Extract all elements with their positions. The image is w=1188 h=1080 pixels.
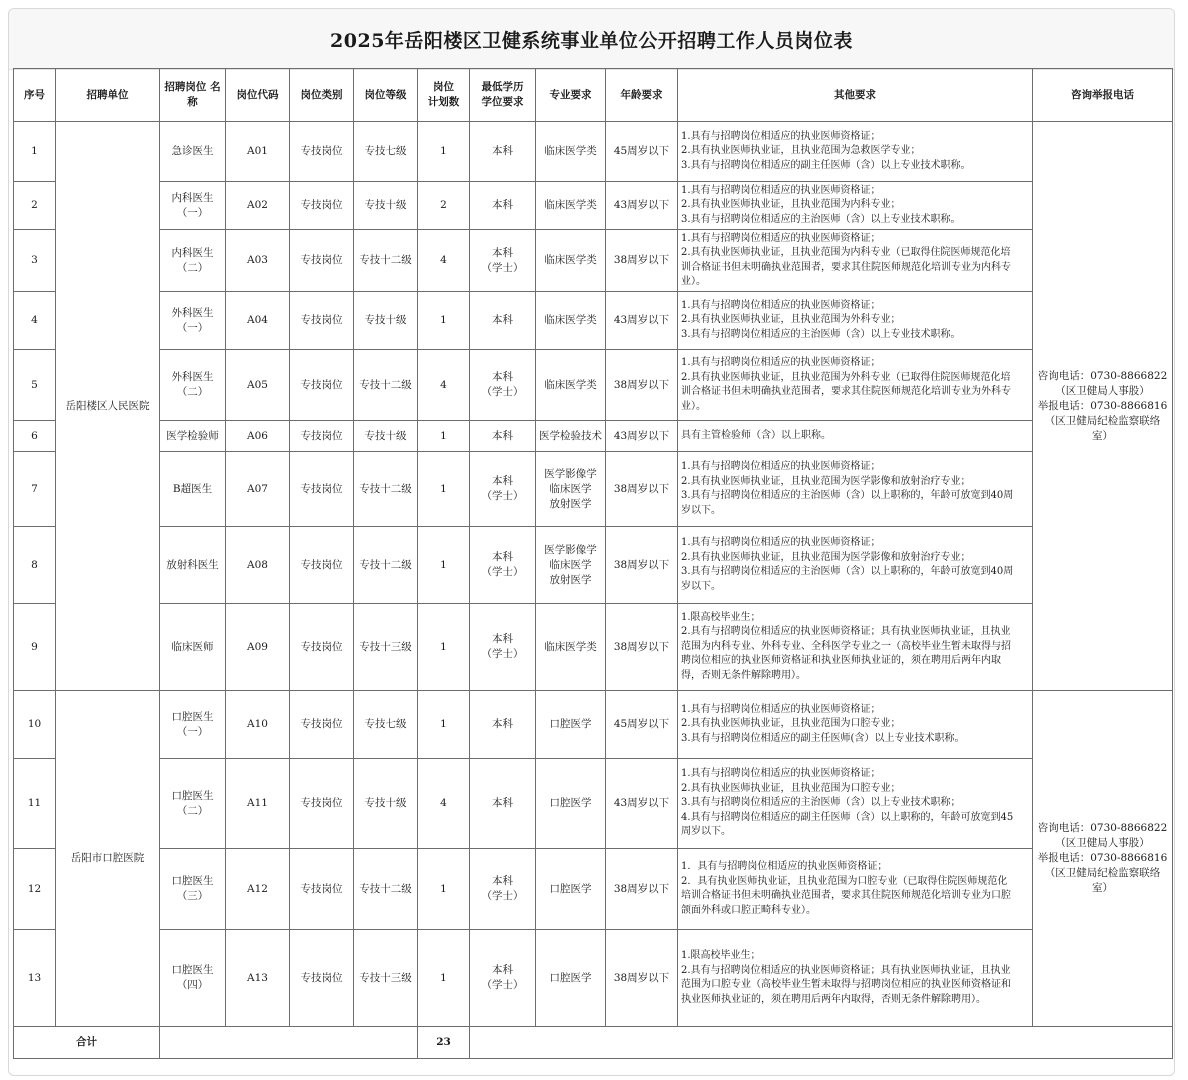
code-cell: A06: [226, 421, 290, 452]
post-cell-line: （一）: [176, 206, 209, 219]
edu-cell-line: 本科: [492, 718, 513, 730]
major-cell-line: 医学影像学: [544, 543, 597, 556]
edu-cell-line: （学士）: [481, 566, 524, 578]
post-cell-line: （一）: [176, 321, 209, 334]
category-cell: 专技岗位: [290, 230, 354, 292]
contact-cell-line: 咨询电话：0730-8866822: [1037, 369, 1168, 382]
post-cell-line: 医学检验师: [166, 429, 219, 442]
category-cell: 专技岗位: [290, 350, 354, 421]
plan-cell: 2: [418, 182, 470, 230]
major-cell-line: 临床医学: [549, 558, 592, 571]
age-cell: 43周岁以下: [606, 182, 678, 230]
category-cell: 专技岗位: [290, 930, 354, 1027]
grade-cell: 专技十三级: [354, 930, 418, 1027]
requirements-cell-line: 2.具有执业医师执业证，且执业范围为外科专业；: [681, 314, 901, 326]
code-cell: A12: [226, 849, 290, 930]
requirements-cell-line: 业）。: [681, 276, 706, 287]
category-cell: 专技岗位: [290, 759, 354, 849]
post-cell: [160, 122, 226, 182]
requirements-cell-line: 1.具有与招聘岗位相适应的执业医师资格证；: [681, 299, 881, 311]
requirements-cell-line: 1.限高校毕业生；: [681, 611, 761, 623]
category-cell: 专技岗位: [290, 691, 354, 759]
category-cell: 专技岗位: [290, 122, 354, 182]
requirements-cell-line: 范围为内科专业、外科专业、全科医学专业之一（高校毕业生暂未取得与招: [681, 640, 1011, 652]
post-cell-line: （一）: [176, 725, 209, 738]
post-cell-line: 内科医生: [171, 246, 214, 259]
edu-cell-line: 本科: [492, 797, 513, 809]
code-cell: A08: [226, 527, 290, 604]
total-label: 合计: [14, 1027, 160, 1059]
post-cell-line: 急诊医生: [171, 145, 214, 157]
requirements-cell-line: 1.具有与招聘岗位相适应的执业医师资格证；: [681, 537, 881, 548]
edu-cell-line: （学士）: [481, 979, 524, 991]
major-cell: [536, 691, 606, 759]
title-bar: [9, 9, 1174, 70]
requirements-cell: [678, 452, 1033, 527]
seq-cell: 6: [14, 421, 56, 452]
table-row: [14, 759, 1173, 849]
edu-cell: [470, 452, 536, 527]
age-cell: 43周岁以下: [606, 759, 678, 849]
seq-cell: 12: [14, 849, 56, 930]
post-cell: [160, 930, 226, 1027]
header-category: 岗位类别: [290, 69, 354, 122]
major-cell-line: 医学影像学: [544, 467, 597, 480]
requirements-cell-line: 培训合格证书但未明确执业范围者，要求其住院医师规范化培训专业为口腔: [681, 890, 1011, 901]
requirements-cell: [678, 421, 1033, 452]
major-cell-line: 口腔医学: [549, 797, 592, 809]
major-cell: [536, 292, 606, 350]
major-cell-line: 临床医学: [549, 482, 592, 495]
grade-cell: 专技十三级: [354, 604, 418, 691]
requirements-cell-line: 4.具有与招聘岗位相适应的副主任医师（含）以上职称的，年龄可放宽到45: [681, 811, 1014, 823]
requirements-cell-line: 1.具有与招聘岗位相适应的执业医师资格证；: [681, 461, 881, 472]
code-cell: A01: [226, 122, 290, 182]
category-cell: 专技岗位: [290, 421, 354, 452]
grade-cell: 专技十二级: [354, 452, 418, 527]
post-cell-line: 口腔医生: [171, 789, 214, 802]
post-cell: [160, 350, 226, 421]
requirements-cell-line: 2.具有执业医师执业证，且执业范围为内科专业（已取得住院医师规范化培: [681, 247, 1011, 258]
table-row: [14, 421, 1173, 452]
edu-cell: [470, 421, 536, 452]
seq-cell: 4: [14, 292, 56, 350]
major-cell-line: 临床医学类: [544, 314, 597, 326]
table-row: [14, 230, 1173, 292]
requirements-cell-line: 范围为口腔专业（高校毕业生暂未取得与招聘岗位相应的执业医师资格证和: [681, 979, 1011, 990]
requirements-cell-line: 2.具有执业医师执业证，且执业范围为急救医学专业；: [681, 145, 921, 157]
grade-cell: 专技七级: [354, 691, 418, 759]
requirements-cell: [678, 930, 1033, 1027]
document-frame: [8, 8, 1175, 1076]
requirements-cell: [678, 350, 1033, 421]
code-cell: A05: [226, 350, 290, 421]
major-cell-line: 临床医学类: [544, 254, 597, 266]
edu-cell: [470, 350, 536, 421]
post-cell: [160, 691, 226, 759]
requirements-cell-line: 业）。: [681, 400, 706, 412]
edu-cell-line: （学士）: [481, 386, 524, 398]
requirements-cell-line: 1.具有与招聘岗位相适应的执业医师资格证；: [681, 357, 881, 368]
contact-cell: [1033, 691, 1173, 1027]
table-row: [14, 604, 1173, 691]
requirements-cell-line: 1.具有与招聘岗位相适应的执业医师资格证；: [681, 768, 881, 780]
header-code: 岗位代码: [226, 69, 290, 122]
edu-cell-line: 本科: [492, 199, 513, 211]
major-cell: [536, 182, 606, 230]
edu-cell-line: 本科: [492, 875, 513, 887]
requirements-cell-line: 得，否则无条件解除聘用）。: [681, 669, 806, 681]
table-row: [14, 350, 1173, 421]
requirements-cell-line: 2.具有执业医师执业证，且执业范围为医学影像和放射治疗专业；: [681, 475, 971, 487]
major-cell: [536, 849, 606, 930]
grade-cell: 专技十二级: [354, 350, 418, 421]
post-cell-line: （四）: [176, 979, 209, 991]
contact-cell-line: （区卫健局人事股）: [1055, 837, 1150, 849]
post-cell-line: 放射科医生: [166, 558, 219, 571]
post-cell: [160, 421, 226, 452]
age-cell: 45周岁以下: [606, 691, 678, 759]
code-cell: A10: [226, 691, 290, 759]
post-cell: [160, 527, 226, 604]
requirements-cell-line: 岁以下。: [681, 580, 721, 592]
major-cell-line: 口腔医学: [549, 971, 592, 984]
table-row: [14, 452, 1173, 527]
age-cell: 45周岁以下: [606, 122, 678, 182]
requirements-cell-line: 2.具有执业医师执业证，且执业范围为口腔专业；: [681, 718, 901, 730]
grade-cell: 专技七级: [354, 122, 418, 182]
requirements-cell-line: 1．具有与招聘岗位相适应的执业医师资格证；: [681, 861, 888, 872]
requirements-cell: [678, 604, 1033, 691]
header-age: 年龄要求: [606, 69, 678, 122]
seq-cell: 2: [14, 182, 56, 230]
requirements-cell-line: 周岁以下。: [681, 826, 731, 838]
edu-cell-line: （学士）: [481, 261, 524, 274]
requirements-cell-line: 1.具有与招聘岗位相适应的执业医师资格证；: [681, 184, 881, 196]
requirements-cell: [678, 230, 1033, 292]
edu-cell: [470, 527, 536, 604]
header-edu: 最低学历 学位要求: [470, 69, 536, 122]
seq-cell: 11: [14, 759, 56, 849]
contact-cell: [1033, 122, 1173, 691]
contact-cell-line: 室）: [1092, 429, 1113, 442]
requirements-cell-line: 1.具有与招聘岗位相适应的执业医师资格证；: [681, 130, 881, 142]
age-cell: 38周岁以下: [606, 604, 678, 691]
age-cell: 38周岁以下: [606, 527, 678, 604]
table-row: [14, 122, 1173, 182]
unit-cell: 岳阳楼区人民医院: [56, 122, 160, 691]
table-row: [14, 182, 1173, 230]
major-cell-line: 临床医学类: [544, 378, 597, 391]
major-cell: [536, 452, 606, 527]
total-empty-cell: [160, 1027, 418, 1059]
requirements-cell-line: 2．具有执业医师执业证，且执业范围为口腔专业（已取得住院医师规范化: [681, 875, 1008, 887]
requirements-cell-line: 聘岗位相应的执业医师资格证和执业医师执业证的，须在聘用后两年内取: [681, 655, 1001, 667]
edu-cell: [470, 930, 536, 1027]
post-cell-line: 外科医生: [171, 371, 214, 383]
major-cell-line: 放射医学: [549, 497, 592, 510]
grade-cell: 专技十级: [354, 759, 418, 849]
post-cell-line: （三）: [176, 890, 209, 902]
code-cell: A02: [226, 182, 290, 230]
header-major: 专业要求: [536, 69, 606, 122]
contact-cell-line: 举报电话：0730-8866816: [1037, 852, 1168, 864]
edu-cell: [470, 691, 536, 759]
major-cell-line: 医学检验技术: [539, 429, 602, 442]
code-cell: A11: [226, 759, 290, 849]
requirements-cell-line: 1.限高校毕业生；: [681, 950, 761, 961]
requirements-cell-line: 3.具有与招聘岗位相适应的主治医师（含）以上职称的，年龄可放宽到40周: [681, 490, 1014, 501]
requirements-cell-line: 2.具有与招聘岗位相适应的执业医师资格证；具有执业医师执业证，且执业: [681, 626, 1011, 638]
header-other: 其他要求: [678, 69, 1033, 122]
seq-cell: 8: [14, 527, 56, 604]
code-cell: A09: [226, 604, 290, 691]
age-cell: 38周岁以下: [606, 452, 678, 527]
requirements-cell-line: 执业医师执业证的，须在聘用后两年内取得，否则无条件解除聘用）。: [681, 993, 986, 1005]
major-cell-line: 口腔医学: [549, 882, 592, 895]
plan-cell: 1: [418, 452, 470, 527]
category-cell: 专技岗位: [290, 527, 354, 604]
seq-cell: 3: [14, 230, 56, 292]
header-row: [14, 69, 1173, 122]
table-row: [14, 292, 1173, 350]
seq-cell: 5: [14, 350, 56, 421]
major-cell-line: 临床医学类: [544, 145, 597, 157]
requirements-cell-line: 3.具有与招聘岗位相适应的主治医师（含）以上职称的，年龄可放宽到40周: [681, 566, 1014, 577]
requirements-cell-line: 3.具有与招聘岗位相适应的副主任医师（含）以上专业技术职称。: [681, 159, 971, 171]
requirements-cell-line: 3.具有与招聘岗位相适应的主治医师（含）以上专业技术职称。: [681, 213, 961, 225]
post-cell: [160, 292, 226, 350]
post-cell: [160, 230, 226, 292]
age-cell: 38周岁以下: [606, 230, 678, 292]
edu-cell-line: 本科: [492, 145, 513, 157]
code-cell: A13: [226, 930, 290, 1027]
edu-cell: [470, 604, 536, 691]
category-cell: 专技岗位: [290, 452, 354, 527]
post-cell: [160, 452, 226, 527]
post-cell-line: 临床医师: [171, 640, 214, 653]
code-cell: A07: [226, 452, 290, 527]
table-row: [14, 849, 1173, 930]
major-cell-line: 临床医学类: [544, 199, 597, 211]
age-cell: 43周岁以下: [606, 421, 678, 452]
requirements-cell-line: 岁以下。: [681, 504, 721, 516]
edu-cell: [470, 292, 536, 350]
major-cell: [536, 230, 606, 292]
grade-cell: 专技十级: [354, 292, 418, 350]
header-seq: 序号: [14, 69, 56, 122]
requirements-cell-line: 3.具有与招聘岗位相适应的副主任医师(含）以上专业技术职称。: [681, 732, 965, 744]
major-cell: [536, 604, 606, 691]
edu-cell-line: （学士）: [481, 648, 524, 660]
plan-cell: 1: [418, 122, 470, 182]
grade-cell: 专技十二级: [354, 230, 418, 292]
major-cell-line: 口腔医学: [549, 718, 592, 730]
requirements-cell-line: 3.具有与招聘岗位相适应的主治医师（含）以上专业技术职称；: [681, 797, 961, 809]
major-cell-line: 放射医学: [549, 573, 592, 586]
post-cell: [160, 182, 226, 230]
category-cell: 专技岗位: [290, 292, 354, 350]
seq-cell: 1: [14, 122, 56, 182]
major-cell-line: 临床医学类: [544, 640, 597, 653]
requirements-cell-line: 2.具有执业医师执业证，且执业范围为口腔专业；: [681, 782, 901, 794]
post-cell-line: 口腔医生: [171, 964, 214, 976]
grade-cell: 专技十级: [354, 421, 418, 452]
post-cell-line: B超医生: [172, 482, 213, 495]
edu-cell-line: 本科: [492, 314, 513, 326]
header-phone: 咨询举报电话: [1033, 69, 1173, 122]
edu-cell: [470, 230, 536, 292]
requirements-cell-line: 2.具有与招聘岗位相适应的执业医师资格证；具有执业医师执业证，且执业: [681, 964, 1011, 976]
edu-cell: [470, 849, 536, 930]
plan-cell: 1: [418, 292, 470, 350]
requirements-cell-line: 2.具有执业医师执业证，且执业范围为内科专业；: [681, 199, 901, 211]
contact-cell-line: 室）: [1092, 882, 1113, 894]
edu-cell-line: 本科: [492, 246, 513, 259]
post-cell-line: （二）: [176, 386, 209, 398]
contact-cell-line: （区卫健局纪检监察联络: [1044, 414, 1161, 427]
contact-cell-line: 咨询电话：0730-8866822: [1037, 822, 1168, 834]
plan-cell: 1: [418, 421, 470, 452]
plan-cell: 1: [418, 930, 470, 1027]
plan-cell: 4: [418, 759, 470, 849]
edu-cell: [470, 759, 536, 849]
recruitment-table: [13, 68, 1173, 1059]
age-cell: 38周岁以下: [606, 849, 678, 930]
edu-cell-line: 本科: [492, 964, 513, 976]
edu-cell-line: 本科: [492, 429, 513, 442]
requirements-cell-line: 3.具有与招聘岗位相适应的主治医师（含）以上专业技术职称。: [681, 328, 961, 340]
unit-cell: 岳阳市口腔医院: [56, 691, 160, 1027]
table-row: [14, 930, 1173, 1027]
seq-cell: 9: [14, 604, 56, 691]
age-cell: 38周岁以下: [606, 350, 678, 421]
requirements-cell-line: 训合格证书但未明确执业范围者，要求其住院医师规范化培训专业为外科专: [681, 386, 1011, 397]
table-row: [14, 691, 1173, 759]
major-cell: [536, 527, 606, 604]
grade-cell: 专技十二级: [354, 527, 418, 604]
major-cell: [536, 421, 606, 452]
edu-cell-line: 本科: [492, 551, 513, 563]
grade-cell: 专技十级: [354, 182, 418, 230]
plan-cell: 1: [418, 849, 470, 930]
major-cell: [536, 930, 606, 1027]
requirements-cell: [678, 182, 1033, 230]
major-cell: [536, 122, 606, 182]
header-unit: 招聘单位: [56, 69, 160, 122]
seq-cell: 10: [14, 691, 56, 759]
grade-cell: 专技十二级: [354, 849, 418, 930]
plan-cell: 4: [418, 350, 470, 421]
category-cell: 专技岗位: [290, 604, 354, 691]
requirements-cell-line: 具有主管检验师（含）以上职称。: [681, 429, 831, 441]
requirements-cell-line: 训合格证书但未明确执业范围者，要求其住院医师规范化培训专业为内科专: [681, 261, 1011, 273]
category-cell: 专技岗位: [290, 849, 354, 930]
total-empty-cell: [470, 1027, 1173, 1059]
requirements-cell-line: 颌面外科或口腔正畸科专业）。: [681, 904, 816, 916]
category-cell: 专技岗位: [290, 182, 354, 230]
major-cell: [536, 759, 606, 849]
edu-cell-line: （学士）: [481, 890, 524, 902]
table-row: [14, 527, 1173, 604]
requirements-cell-line: 1.具有与招聘岗位相适应的执业医师资格证；: [681, 703, 881, 715]
post-cell: [160, 849, 226, 930]
post-cell: [160, 759, 226, 849]
requirements-cell-line: 1.具有与招聘岗位相适应的执业医师资格证；: [681, 232, 881, 244]
edu-cell: [470, 182, 536, 230]
edu-cell-line: （学士）: [481, 490, 524, 502]
total-plan: 23: [418, 1027, 470, 1059]
post-cell-line: 内科医生: [171, 191, 214, 204]
plan-cell: 1: [418, 691, 470, 759]
age-cell: 38周岁以下: [606, 930, 678, 1027]
contact-cell-line: （区卫健局纪检监察联络: [1044, 867, 1161, 879]
edu-cell-line: 本科: [492, 475, 513, 487]
edu-cell: [470, 122, 536, 182]
requirements-cell: [678, 122, 1033, 182]
plan-cell: 1: [418, 604, 470, 691]
code-cell: A04: [226, 292, 290, 350]
major-cell: [536, 350, 606, 421]
requirements-cell-line: 2.具有执业医师执业证，且执业范围为医学影像和放射治疗专业；: [681, 551, 971, 563]
header-grade: 岗位等级: [354, 69, 418, 122]
requirements-cell: [678, 691, 1033, 759]
header-plan: 岗位 计划数: [418, 69, 470, 122]
post-cell-line: 外科医生: [171, 306, 214, 319]
requirements-cell: [678, 527, 1033, 604]
total-row: [14, 1027, 1173, 1059]
table-body: [14, 122, 1173, 1059]
edu-cell-line: 本科: [492, 371, 513, 383]
requirements-cell: [678, 292, 1033, 350]
contact-cell-line: 举报电话：0730-8866816: [1037, 399, 1168, 412]
plan-cell: 1: [418, 527, 470, 604]
plan-cell: 4: [418, 230, 470, 292]
edu-cell-line: 本科: [492, 633, 513, 645]
age-cell: 43周岁以下: [606, 292, 678, 350]
post-cell-line: 口腔医生: [171, 875, 214, 887]
seq-cell: 13: [14, 930, 56, 1027]
header-post: 招聘岗位 名 称: [160, 69, 226, 122]
contact-cell-line: （区卫健局人事股）: [1055, 384, 1150, 397]
post-cell-line: 口腔医生: [171, 710, 214, 723]
requirements-cell: [678, 849, 1033, 930]
requirements-cell-line: 2.具有执业医师执业证，且执业范围为外科专业（已取得住院医师规范化培: [681, 371, 1011, 383]
post-cell-line: （二）: [176, 804, 209, 817]
page-title: 2025年岳阳楼区卫健系统事业单位公开招聘工作人员岗位表: [330, 29, 853, 52]
code-cell: A03: [226, 230, 290, 292]
post-cell-line: （二）: [176, 261, 209, 274]
post-cell: [160, 604, 226, 691]
seq-cell: 7: [14, 452, 56, 527]
requirements-cell: [678, 759, 1033, 849]
